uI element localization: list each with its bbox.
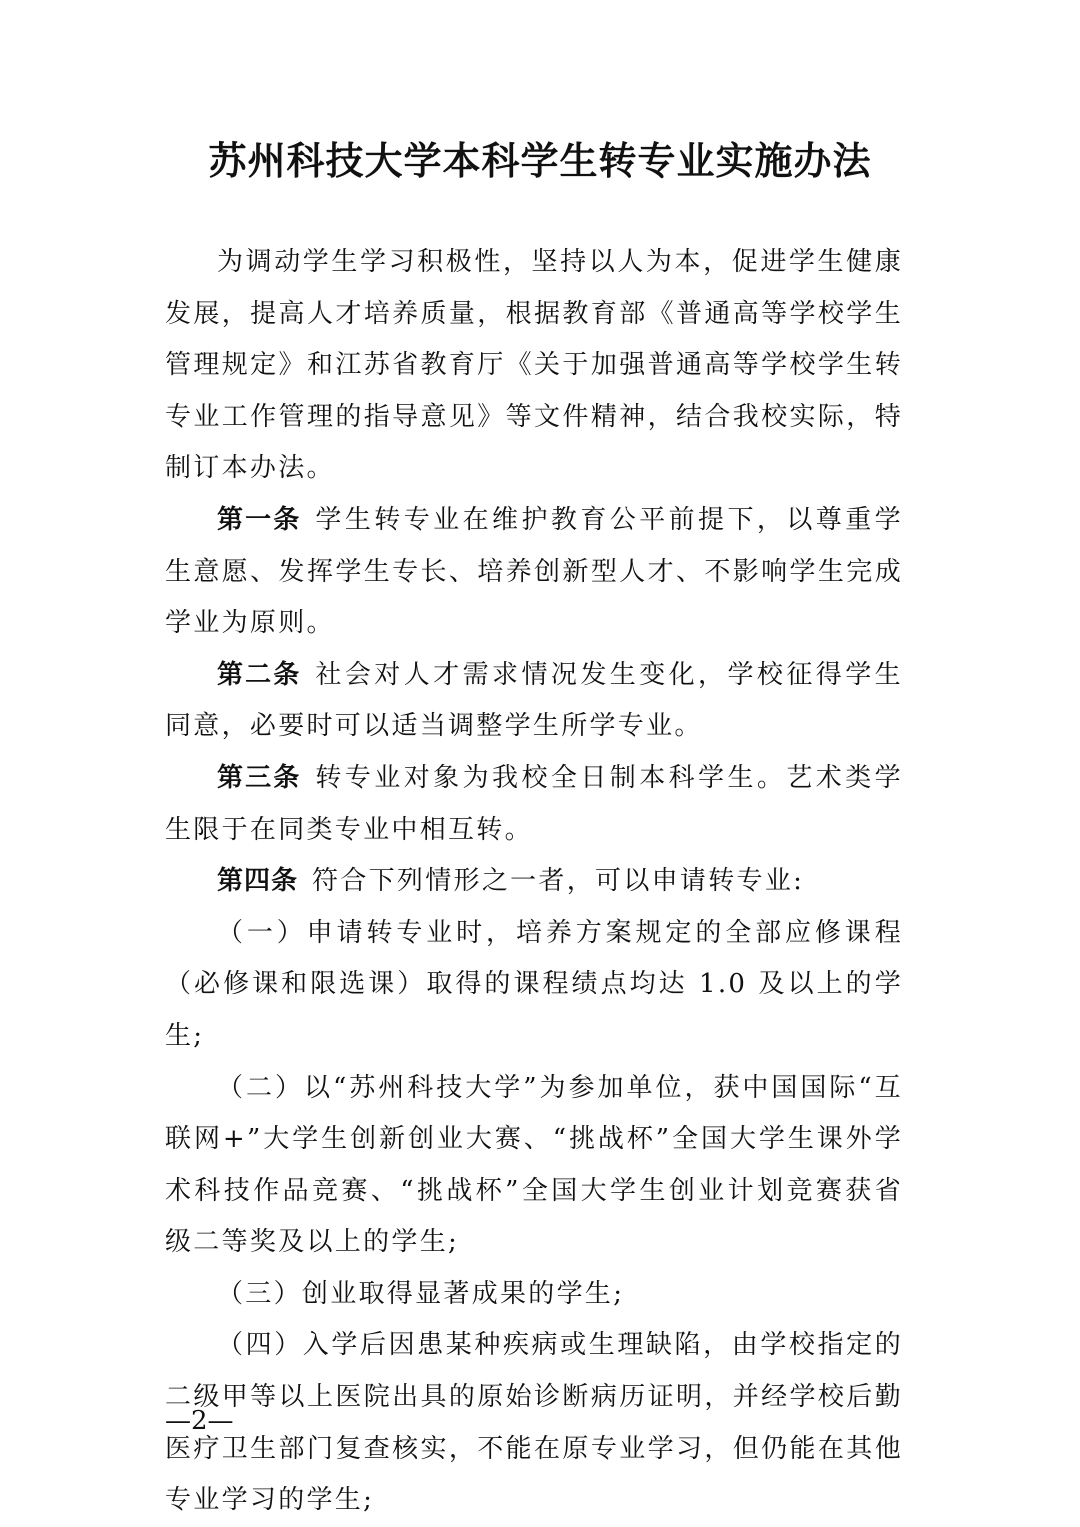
article-4 (165, 856, 903, 908)
article-4-text: 符合下列情形之一者，可以申请转专业: (312, 866, 805, 897)
list-item-4: （四）入学后因患某种疾病或生理缺陷，由学校指定的二级甲等以上医院出具的原始诊断病历证明，并经学校后勤医疗卫生部门复查核实，不能在原专业学习，但仍能在其他专业学习的学生; (165, 1330, 903, 1516)
article-2-text: 社会对人才需求情况发生变化，学校征得学生同意，必要时可以适当调整学生所学专业。 (165, 659, 903, 742)
article-1-label: 第一条 (217, 504, 302, 535)
article-3 (165, 753, 903, 856)
list-item-3: （三）创业取得显著成果的学生; (217, 1278, 625, 1309)
document-body (165, 237, 903, 1527)
preamble-paragraph: 为调动学生学习积极性，坚持以人为本，促进学生健康发展，提高人才培养质量，根据教育部《普通高等学校学生管理规定》和江苏省教育厅《关于加强普通高等学校学生转专业工作管理的指导意见》等文件精神，结合我校实际，特制订本办法。 (165, 247, 903, 484)
article-4-label: 第四条 (217, 866, 299, 897)
page-number: —2— (165, 1406, 234, 1436)
article-1 (165, 495, 903, 650)
article-3-text: 转专业对象为我校全日制本科学生。艺术类学生限于在同类专业中相互转。 (165, 762, 903, 845)
article-3-label: 第三条 (217, 762, 302, 793)
list-item-2: （二）以“苏州科技大学”为参加单位，获中国国际“互联网+”大学生创新创业大赛、“挑战杯”全国大学生课外学术科技作品竞赛、“挑战杯”全国大学生创业计划竞赛获省级二等奖及以上的学生; (165, 1072, 903, 1258)
article-2-label: 第二条 (217, 659, 302, 690)
article-1-text: 学生转专业在维护教育公平前提下，以尊重学生意愿、发挥学生专长、培养创新型人才、不影响学生完成学业为原则。 (165, 504, 903, 639)
list-item-1: （一）申请转专业时，培养方案规定的全部应修课程（必修课和限选课）取得的课程绩点均达 1.0 及以上的学生; (165, 917, 903, 1051)
document-title: 苏州科技大学本科学生转专业实施办法 (208, 138, 872, 183)
article-2 (165, 650, 903, 753)
